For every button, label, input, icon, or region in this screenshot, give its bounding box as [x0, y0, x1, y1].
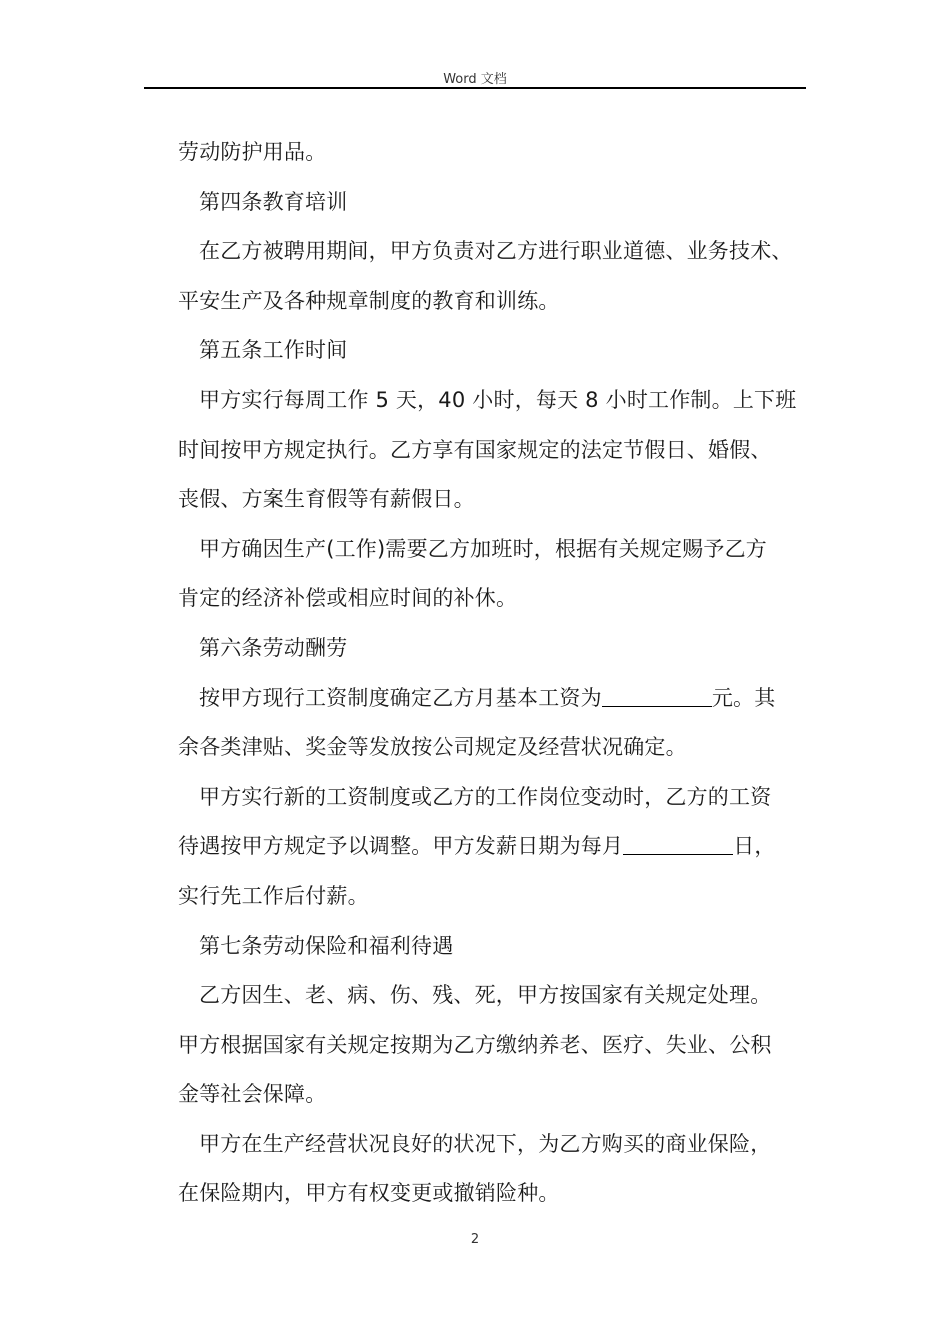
text-line-content: 第五条工作时间 — [199, 338, 348, 363]
text-line-content: 平安生产及各种规章制度的教育和训练。 — [178, 288, 560, 313]
text-line-content: 劳动防护用品。 — [178, 140, 327, 164]
text-line-suffix: 日， — [733, 834, 776, 859]
text-line-content: 在保险期内，甲方有权变更或撤销险种。 — [178, 1181, 560, 1206]
text-line — [178, 922, 818, 972]
text-line-content: 甲方实行新的工资制度或乙方的工作岗位变动时，乙方的工资 — [199, 784, 772, 809]
text-line-content: 甲方确因生产(工作)需要乙方加班时，根据有关规定赐予乙方 — [199, 536, 767, 561]
text-line-content: 丧假、方案生育假等有薪假日。 — [178, 487, 475, 512]
text-line — [178, 475, 818, 525]
text-line — [178, 574, 818, 624]
text-line — [178, 1070, 818, 1120]
text-line-content: 余各类津贴、奖金等发放按公司规定及经营状况确定。 — [178, 735, 687, 760]
text-line-content: 待遇按甲方规定予以调整。甲方发薪日期为每月 — [178, 834, 624, 859]
text-line-content: 实行先工作后付薪。 — [178, 883, 369, 908]
text-line-content: 肯定的经济补偿或相应时间的补休。 — [178, 586, 518, 611]
text-line — [178, 1169, 818, 1219]
text-line-content: 时间按甲方规定执行。乙方享有国家规定的法定节假日、婚假、 — [178, 437, 772, 462]
page-number: 2 — [470, 1232, 480, 1247]
text-line — [178, 1120, 818, 1170]
text-line — [178, 128, 818, 178]
text-line — [178, 525, 818, 575]
fill-in-blank — [623, 832, 733, 855]
text-line — [178, 971, 818, 1021]
fill-in-blank — [602, 684, 712, 707]
text-line — [178, 326, 818, 376]
text-line-content: 第七条劳动保险和福利待遇 — [199, 933, 454, 958]
text-line — [178, 674, 818, 724]
text-line — [178, 773, 818, 823]
text-line-content: 按甲方现行工资制度确定乙方月基本工资为 — [199, 685, 602, 710]
text-line — [178, 822, 818, 872]
text-line-content: 第六条劳动酬劳 — [199, 635, 348, 660]
header-rule — [144, 87, 806, 89]
page-header-title: Word 文档 — [443, 72, 507, 87]
text-line — [178, 376, 818, 426]
text-line — [178, 624, 818, 674]
text-line-content: 在乙方被聘用期间，甲方负责对乙方进行职业道德、业务技术、 — [199, 239, 793, 264]
text-line-content: 乙方因生、老、病、伤、残、死，甲方按国家有关规定处理。 — [199, 983, 772, 1008]
text-line — [178, 872, 818, 922]
text-line — [178, 227, 818, 277]
document-body — [178, 128, 818, 1219]
text-line-content: 甲方实行每周工作 5 天，40 小时，每天 8 小时工作制。上下班 — [199, 387, 797, 412]
text-line — [178, 426, 818, 476]
text-line — [178, 723, 818, 773]
text-line-content: 第四条教育培训 — [199, 189, 348, 214]
text-line — [178, 277, 818, 327]
text-line-content: 金等社会保障。 — [178, 1082, 327, 1107]
text-line — [178, 1021, 818, 1071]
text-line-suffix: 元。其 — [711, 685, 776, 710]
text-line — [178, 178, 818, 228]
text-line-content: 甲方在生产经营状况良好的状况下，为乙方购买的商业保险， — [199, 1131, 772, 1156]
text-line-content: 甲方根据国家有关规定按期为乙方缴纳养老、医疗、失业、公积 — [178, 1032, 772, 1057]
